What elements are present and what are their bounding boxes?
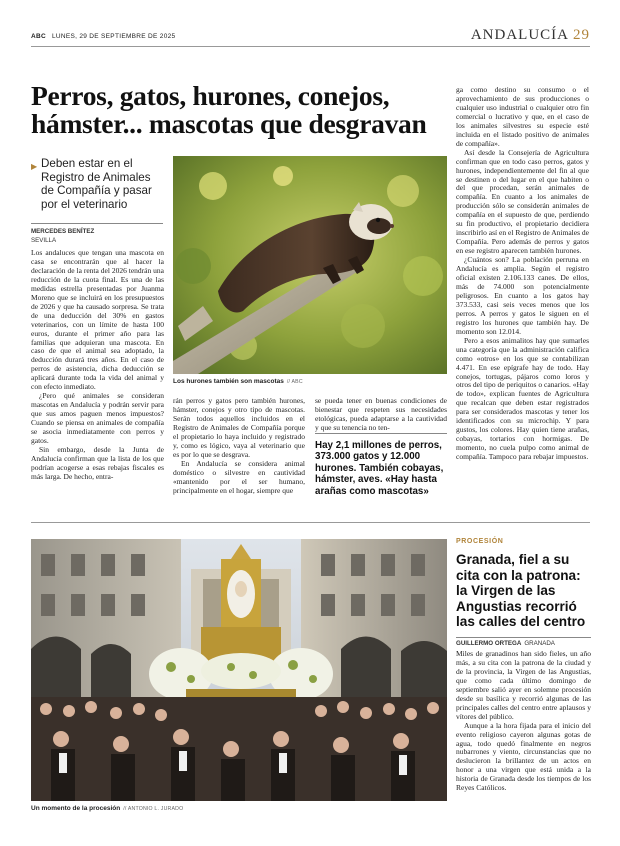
paragraph: Pero a esos animalitos hay que sumarles una categoría que la administración califica como «otros» en los que se contabilizan 4.471. En ese epígrafe hay de todo. Hay conejos, tortugas, pájaros como loros y otros del tipo de periquitos o canarios. «Hay de todo», explican fuentes de Agricultura que recalcan que deben estar registrados para ser considerados mascotas y tener los identificados con su microchip. Y para gustos, los colores. Hay quien tiene arañas, cobayas, tortarios con hormigas. De momento, no cuela pulpo como animal de compañía. Tampoco para rebajar impuestos. xyxy=(456,335,589,462)
article-headline: Granada, fiel a su cita con la patrona: la Virgen de las Angustias recorrió las calles del centro xyxy=(456,552,586,630)
subhead-text: Deben estar en el Registro de Animales de Compañía y pasar por el veterinario xyxy=(41,157,152,211)
section-tag: PROCESIÓN xyxy=(456,538,504,545)
paragraph: ga como destino su consumo o el aprovechamiento de sus producciones o cualquier uso industrial o cualquier otro fin comercial o lucrativo y que, en el caso de los animales silvestres su especie esté incluida en el listado positivo de animales de compañía». xyxy=(456,85,589,148)
caption-text: Los hurones también son mascotas xyxy=(173,378,284,385)
page-header-right xyxy=(471,27,590,44)
ferret-photo xyxy=(173,156,447,374)
paragraph: Los andaluces que tengan una mascota en casa se encontrarán que al hacer la declaración de la renta del 2026 tendrán una reducción de la cuota final. Es una de las medidas estrella presentadas por Juanma Moreno que se incluirá en los presupuestos de 2026 y que ha causado sorpresa. Se trata de una deducción del 30% en gastos veterinarios, con un límite de hasta 100 euros, durante el primer año para las familias que adquieran una mascota. En caso de que el animal sea adoptado, la deducción durará tres años. En el caso de perros de asistencia, dicha deducción se aplicará durante toda la vida del animal y con efecto inmediato. xyxy=(31,248,164,392)
article-column-2 xyxy=(173,397,305,495)
pullquote: Hay 2,1 millones de perros, 373.000 gatos y 12.000 hurones. También cobayas, hámster, aves. «Hay hasta arañas como mascotas» xyxy=(315,440,444,497)
header-date: LUNES, 29 DE SEPTIEMBRE DE 2025 xyxy=(51,33,176,40)
header-brand: ABC xyxy=(31,33,46,40)
procession-photo xyxy=(31,539,447,801)
byline-location: SEVILLA xyxy=(31,237,57,244)
byline-divider xyxy=(456,637,591,638)
byline-divider xyxy=(31,223,163,224)
article-subhead xyxy=(31,157,163,211)
byline-author: MERCEDES BENÍTEZ xyxy=(31,228,95,235)
article-byline xyxy=(456,640,555,647)
section-name: ANDALUCÍA xyxy=(470,27,569,43)
byline-location: GRANADA xyxy=(524,640,555,647)
paragraph: ¿Cuántos son? La población perruna en Andalucía es amplia. Según el registro oficial existen 2.106.133 canes. De ellos, más de 74.000 son potencialmente peligrosos. En cuanto a los gatos hay 373.533, casi seis veces menos que los perros. A perros y gatos le siguen en el registro los hurones que también hay. De momento son 12.014. xyxy=(456,255,589,336)
article-column-3 xyxy=(315,397,447,433)
byline-author: GUILLERMO ORTEGA xyxy=(456,640,522,647)
paragraph: se pueda tener en buenas condiciones de bienestar que respeten sus necesidades etológicas, pueda adaptarse a la cautividad y que su tenencia no ten- xyxy=(315,396,447,432)
article-byline xyxy=(31,227,94,245)
paragraph: Así desde la Consejería de Agricultura confirman que en todo caso perros, gatos y hurones, independientemente del fin al que se destinen o del lugar en el que habiten o del que procedan, serán animales de compañía. En cuanto a los animales de producción sólo se considerán animales de compañía en el supuesto de que, perdiendo su fin productivo, el propietario decidiera inscribirlo así en el Registro de Animales de Compañía. Pero además de perros y gatos en ese registro aparecen también hurones. xyxy=(456,147,589,256)
paragraph: rán perros y gatos pero también hurones, hámster, conejos y otro tipo de mascotas. Serán todos aquellos incluidos en el Registro de Animales de Compañía porque el propietario lo haya incluido y registrado y, como es lógico, vaya al veterinario que es por lo que se desgrava. xyxy=(173,396,305,459)
photo-caption xyxy=(31,805,183,812)
photo-credit: // ABC xyxy=(286,379,303,385)
caption-text: Un momento de la procesión xyxy=(31,805,121,812)
article-column-1 xyxy=(31,249,164,482)
paragraph: En Andalucía se considera animal doméstico o silvestre en cautividad «mantenido por el ser humano, principalmente en el hogar, siempre que xyxy=(173,458,305,495)
photo-caption xyxy=(173,378,303,385)
photo-credit: // ANTONIO L. JURADO xyxy=(123,806,184,812)
page-number: 29 xyxy=(573,27,590,43)
pullquote-divider xyxy=(315,433,447,434)
paragraph: Sin embargo, desde la Junta de Andalucía confirman que la lista de los que podrían acogerse a esas rebajas fiscales es más larga. De hecho, entra- xyxy=(31,444,164,481)
triangle-bullet-icon: ▶ xyxy=(31,162,38,171)
article-column-4 xyxy=(456,86,589,462)
article-headline: Perros, gatos, hurones, conejos, hámster... mascotas que desgravan xyxy=(31,80,427,139)
page-header-left xyxy=(31,33,175,40)
section-divider xyxy=(31,522,590,523)
paragraph: ¿Pero qué animales se consideran mascotas en Andalucía y podrán servir para que sus amos paguen menos impuestos? Cuando se piensa en animales de compañía se asocia inmediatamente con perros y gatos. xyxy=(31,391,164,446)
paragraph: Aunque a la hora fijada para el inicio del evento religioso cayeron algunas gotas de agua, todo quedó finalmente en negros nubarrones y viento, circunstancias que no deslucieron la brillantez de un actos en honor a una virgen que está unida a la historia de Granada desde los tiempos de los Reyes Católicos. xyxy=(456,720,591,793)
header-divider xyxy=(31,46,590,47)
article-column xyxy=(456,650,591,793)
paragraph: Miles de granadinos han sido fieles, un año más, a su cita con la patrona de la ciudad y de la provincia, la Virgen de las Angustias, que como cada último domingo de septiembre salió ayer en solemne procesión desde su basílica y recorrió algunas de las principales calles del centro entre aplausos y vítores del público. xyxy=(456,649,591,721)
